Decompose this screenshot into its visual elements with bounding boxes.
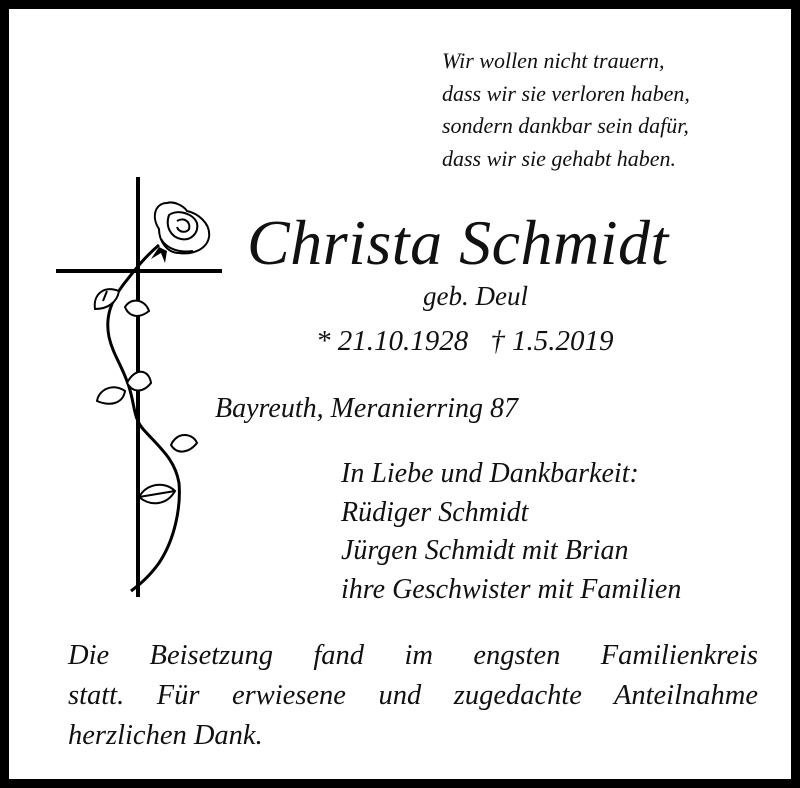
closing-line: herzlichen Dank. bbox=[68, 720, 263, 751]
mourners-list bbox=[341, 455, 681, 609]
memorial-poem bbox=[442, 45, 690, 175]
poem-line: dass wir sie verloren haben, bbox=[442, 80, 690, 106]
poem-line: Wir wollen nicht trauern, bbox=[442, 48, 665, 73]
mourners-intro: In Liebe und Dankbarkeit: bbox=[341, 458, 639, 489]
death-date: † 1.5.2019 bbox=[490, 325, 614, 357]
cross-with-rose-icon bbox=[47, 167, 227, 597]
mourner-name: ihre Geschwister mit Familien bbox=[341, 573, 682, 605]
closing-line: Die Beisetzung fand im engsten Familienkreis bbox=[68, 640, 758, 671]
closing-note bbox=[68, 636, 758, 756]
poem-line: dass wir sie gehabt haben. bbox=[442, 145, 677, 171]
poem-line: sondern dankbar sein dafür, bbox=[442, 113, 689, 138]
address: Bayreuth, Meranierring 87 bbox=[215, 393, 519, 424]
birth-date: * 21.10.1928 bbox=[316, 325, 469, 357]
mourner-name: Jürgen Schmidt mit Brian bbox=[341, 535, 629, 566]
birth-name: geb. Deul bbox=[423, 281, 528, 311]
closing-line: statt. Für erwiesene und zugedachte Anteilnahme bbox=[68, 680, 758, 711]
life-dates bbox=[316, 321, 614, 361]
deceased-name: Christa Schmidt bbox=[247, 207, 669, 278]
mourner-name: Rüdiger Schmidt bbox=[341, 496, 529, 528]
